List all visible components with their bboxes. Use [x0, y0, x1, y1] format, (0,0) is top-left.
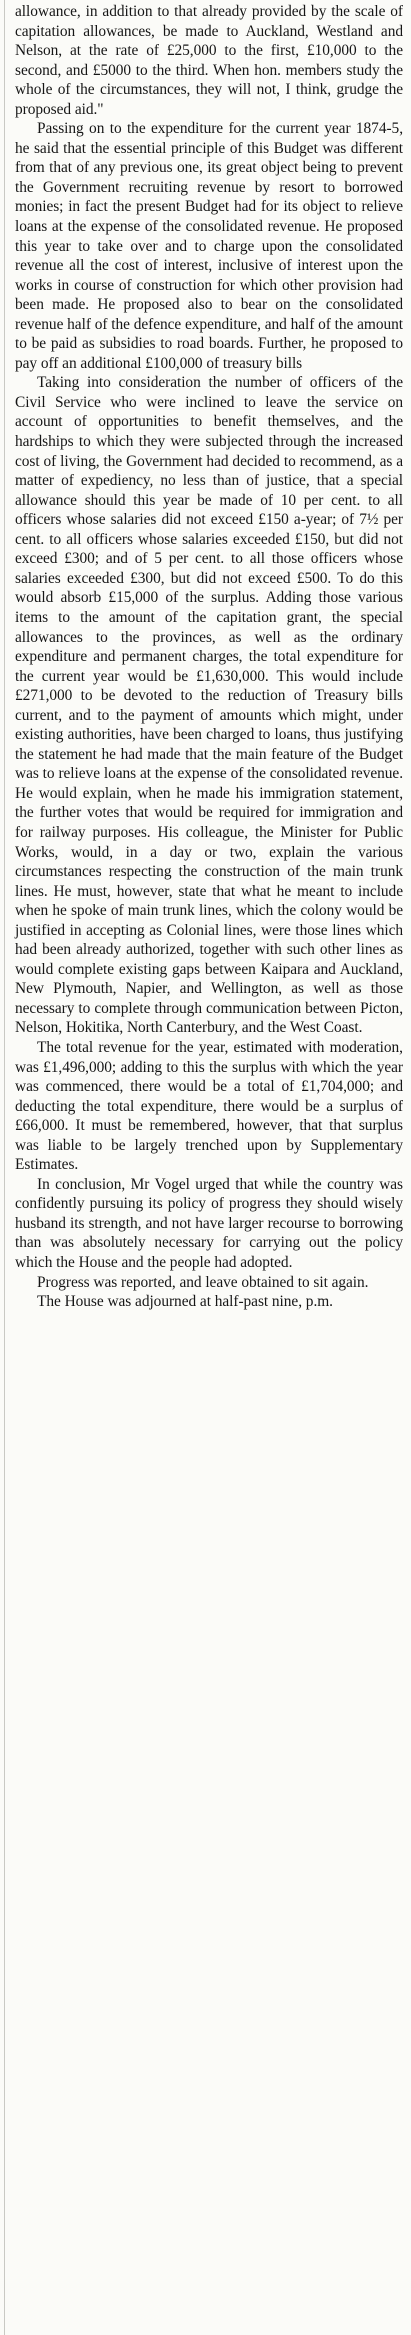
paragraph-adjourned: The House was adjourned at half-past nine, p.m. — [37, 1293, 333, 1311]
paragraph-continued: allowance, in addition to that already provided by the scale of capitation allowances, be made to Auckland, Westland and Nelson, at the rate of £25,000 to the first, £10,000 to the second, and £5000 to the third. When hon. members study the whole of the circumstances, they will not, I think, grudge the proposed aid." — [15, 3, 403, 118]
column-rule — [4, 0, 5, 2335]
paragraph-expenditure: Passing on to the expenditure for the current year 1874-5, he said that the essential principle of this Budget was different from that of any previous one, its great object being to prevent the Government recruiting revenue by resort to borrowed monies; in fact the present Budget had for its object to relieve loans at the expense of the consolidated revenue. He proposed this year to take over and to charge upon the consolidated revenue all the cost of interest, inclusive of interest upon the works in course of construction for which other provision had been made. He proposed also to bear on the consolidated revenue half of the defence expenditure, and half of the amount to be paid as subsidies to road boards. Further, he proposed to pay off an additional £100,000 of treasury bills — [15, 120, 403, 372]
paragraph-progress: Progress was reported, and leave obtained to sit again. — [37, 1273, 369, 1291]
paragraph-conclusion: In conclusion, Mr Vogel urged that while the country was confidently pursuing its policy of progress they should wisely husband its strength, and not have larger recourse to borrowing than was absolutely necessary for carrying out the policy which the House and the people had adopted. — [15, 1175, 403, 1271]
paragraph-civil-service: Taking into consideration the number of officers of the Civil Service who were inclined to leave the service on account of opportunities to benefit themselves, and the hardships to which they were subjected through the increased cost of living, the Government had decided to recommend, as a matter of expediency, no less than of justice, that a special allowance should this year be made of 10 per cent. to all officers whose salaries did not exceed £150 a-year; of 7½ per cent. to all officers whose salaries exceeded £150, but did not exceed £300; and of 5 per cent. to all those officers whose salaries exceeded £300, but did not exceed £500. To do this would absorb £15,000 of the surplus. Adding those various items to the amount of the capitation grant, the special allowances to the provinces, as well as the ordinary expenditure and permanent charges, the total expenditure for the current year would be £1,630,000. This would include £271,000 to be devoted to the reduction of Treasury bills current, and to the payment of amounts which might, under existing authorities, have been charged to loans, thus justifying the statement he had made that the main feature of the Budget was to relieve loans at the expense of the consolidated revenue. He would explain, when he made his immigration statement, the further votes that would be required for immigration and for railway purposes. His colleague, the Minister for Public Works, would, in a day or two, explain the various circumstances respecting the construction of the main trunk lines. He must, however, state that what he meant to include when he spoke of main trunk lines, which the colony would be justified in accepting as Colonial lines, were those lines which had been already authorized, together with such other lines as would complete existing gaps between Kaipara and Auckland, New Plymouth, Napier, and Wellington, as well as those necessary to complete through communication between Picton, Nelson, Hokitika, North Canterbury, and the West Coast. — [15, 374, 403, 1037]
paragraph-revenue: The total revenue for the year, estimated with moderation, was £1,496,000; adding to this the surplus with which the year was commenced, there would be a total of £1,704,000; and deducting the total expenditure, there would be a surplus of £66,000. It must be remembered, however, that that surplus was liable to be largely trenched upon by Supplementary Estimates. — [15, 1038, 403, 1174]
article-column — [15, 2, 403, 1312]
